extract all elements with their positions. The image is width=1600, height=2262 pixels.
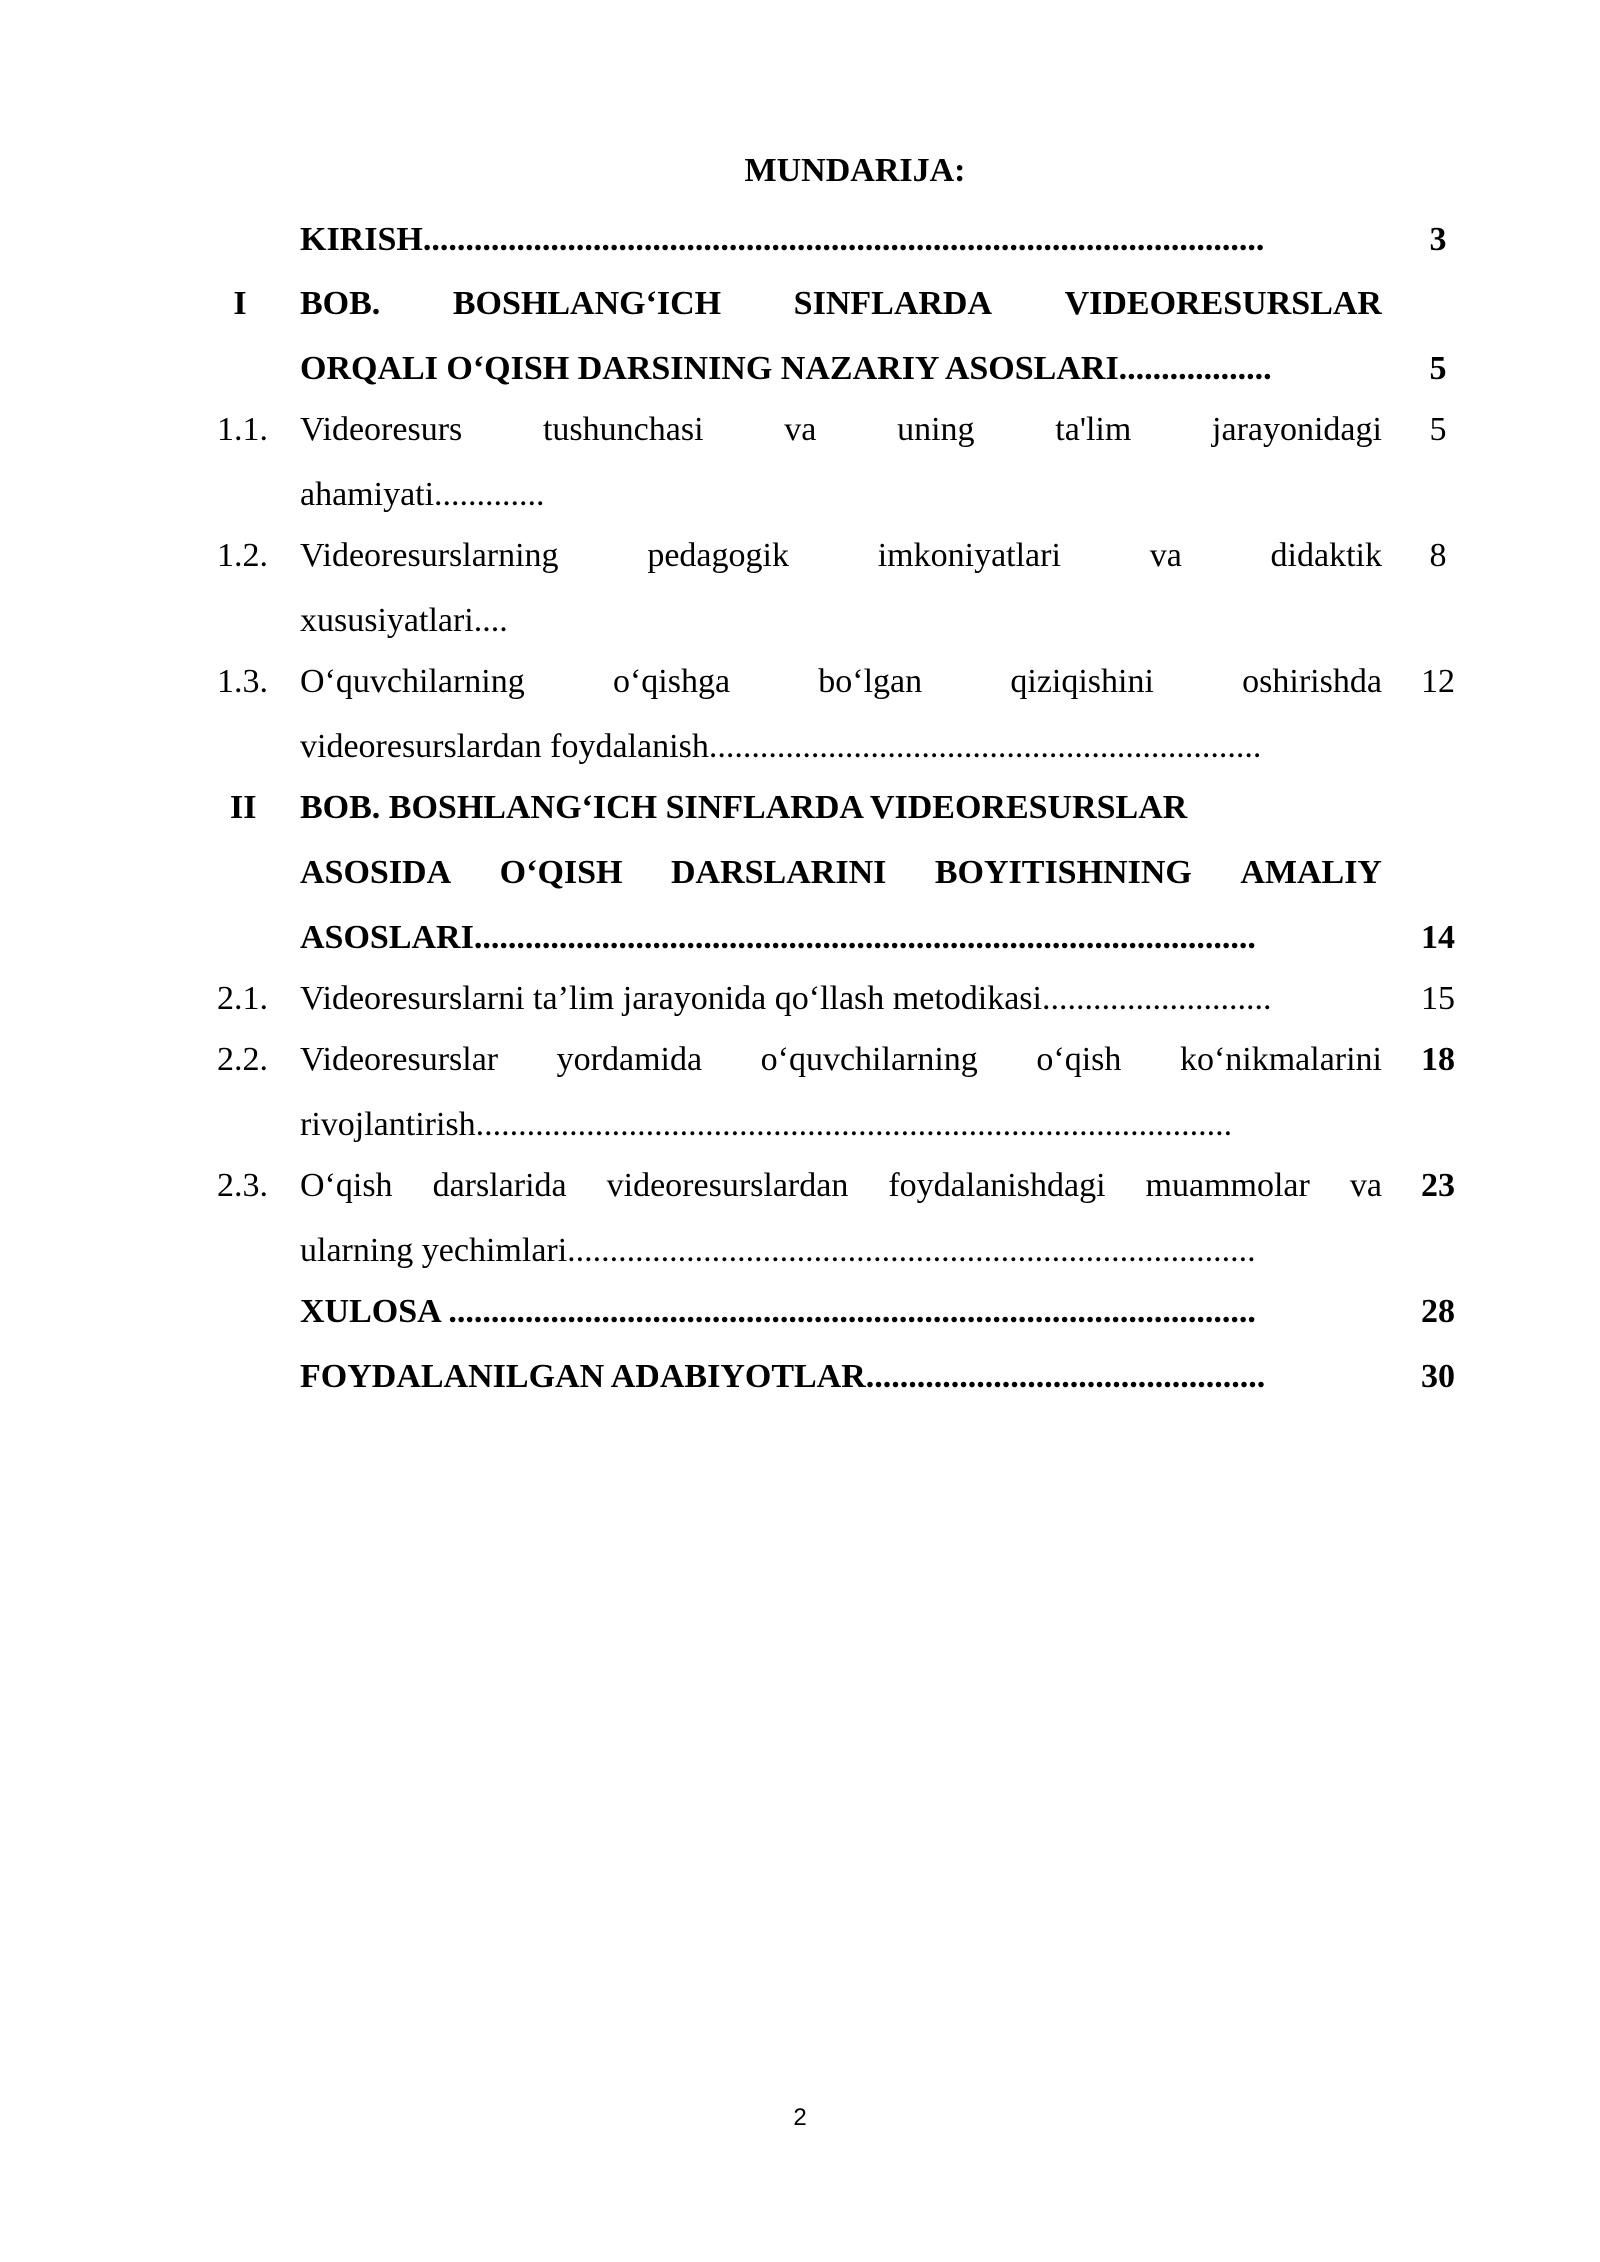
toc-entry-text: Videoresurslarni ta’lim jarayonida qo‘llash metodikasi...........................	[300, 980, 1272, 1017]
toc-word: pedagogik	[647, 537, 789, 574]
toc-entry-text	[300, 1164, 1382, 1208]
toc-page-number: 15	[1421, 980, 1455, 1017]
toc-word: bo‘lgan	[818, 663, 923, 700]
toc-word: uning	[897, 411, 975, 448]
toc-page-number: 12	[1421, 663, 1455, 700]
toc-word: tushunchasi	[542, 411, 704, 448]
toc-entry-text: videoresurslardan foydalanish.................................................................	[300, 728, 1262, 765]
toc-word: qiziqishini	[1010, 663, 1154, 700]
toc-word: oshirishda	[1242, 663, 1382, 700]
toc-word: jarayonidagi	[1212, 411, 1382, 448]
toc-word: ASOSIDA	[300, 854, 452, 891]
toc-entry-text: XULOSA ...............................................................................................	[300, 1293, 1256, 1330]
toc-entry-text	[300, 282, 1382, 326]
toc-entry-text	[300, 1038, 1382, 1082]
toc-page-number: 8	[1429, 537, 1447, 574]
toc-entry-text	[300, 408, 1382, 452]
toc-entry-text: rivojlantirish.........................................................................................	[300, 1106, 1233, 1143]
toc-word: va	[784, 411, 817, 448]
toc-word: VIDEORESURSLAR	[1064, 285, 1382, 322]
toc-word: imkoniyatlari	[877, 537, 1061, 574]
toc-section-number: 2.1.	[217, 980, 268, 1017]
toc-word: AMALIY	[1240, 854, 1382, 891]
toc-entry-text: ASOSLARI............................................................................................	[300, 919, 1256, 956]
toc-word: BOSHLANG‘ICH	[452, 285, 722, 322]
toc-page-number: 5	[1429, 411, 1447, 448]
toc-page-number: 3	[1429, 221, 1447, 258]
toc-entry-text	[300, 851, 1382, 895]
toc-word: DARSLARINI	[670, 854, 887, 891]
toc-word: Videoresurs	[300, 411, 463, 448]
toc-page-number: 23	[1421, 1167, 1455, 1204]
toc-word: O‘quvchilarning	[300, 663, 525, 700]
toc-word: ko‘nikmalarini	[1179, 1041, 1382, 1078]
toc-word: o‘quvchilarning	[760, 1041, 978, 1078]
toc-word: BOYITISHNING	[934, 854, 1192, 891]
toc-word: yordamida	[556, 1041, 703, 1078]
toc-word: muammolar	[1145, 1167, 1310, 1204]
toc-word: O‘qish	[300, 1167, 393, 1204]
toc-word: foydalanishdagi	[888, 1167, 1106, 1204]
toc-word: videoresurslardan	[606, 1167, 849, 1204]
toc-word: Videoresurslar	[300, 1041, 499, 1078]
toc-word: o‘qish	[1036, 1041, 1122, 1078]
toc-section-number: 1.2.	[217, 537, 268, 574]
toc-entry-text: FOYDALANILGAN ADABIYOTLAR...............................................	[300, 1358, 1266, 1395]
toc-word: O‘QISH	[499, 854, 623, 891]
toc-word: va	[1149, 537, 1182, 574]
toc-section-number: 2.3.	[217, 1167, 268, 1204]
toc-word: va	[1349, 1167, 1382, 1204]
toc-word: SINFLARDA	[793, 285, 993, 322]
toc-word: darslarida	[432, 1167, 567, 1204]
toc-page-number: 18	[1421, 1041, 1455, 1078]
toc-section-number: 2.2.	[217, 1041, 268, 1078]
toc-entry-text: xususiyatlari....	[300, 602, 508, 639]
toc-word: Videoresurslarning	[300, 537, 559, 574]
toc-word: o‘qishga	[612, 663, 731, 700]
toc-entry-text: ularning yechimlari.................................................................................	[300, 1232, 1256, 1269]
toc-entry-text	[300, 534, 1382, 578]
toc-page-number: 5	[1429, 350, 1447, 387]
toc-section-number: 1.1.	[217, 411, 268, 448]
toc-chapter-number: I	[233, 285, 247, 322]
toc-word: didaktik	[1270, 537, 1382, 574]
toc-entry-text: ORQALI O‘QISH DARSINING NAZARIY ASOSLARI..................	[300, 350, 1272, 387]
toc-page-number: 28	[1421, 1293, 1455, 1330]
toc-word: ta'lim	[1055, 411, 1132, 448]
toc-page-number: 14	[1421, 919, 1455, 956]
toc-word: BOB.	[300, 285, 381, 322]
toc-chapter-number: II	[230, 789, 257, 826]
toc-entry-text: KIRISH...................................................................................................	[300, 221, 1265, 258]
toc-entry-text: BOB. BOSHLANG‘ICH SINFLARDA VIDEORESURSLAR	[300, 789, 1188, 826]
toc-title: MUNDARIJA:	[744, 152, 966, 189]
page-footer-number: 2	[793, 2104, 807, 2131]
toc-entry-text: ahamiyati.............	[300, 476, 545, 513]
toc-page-number: 30	[1421, 1358, 1455, 1395]
toc-section-number: 1.3.	[217, 663, 268, 700]
toc-entry-text	[300, 660, 1382, 704]
